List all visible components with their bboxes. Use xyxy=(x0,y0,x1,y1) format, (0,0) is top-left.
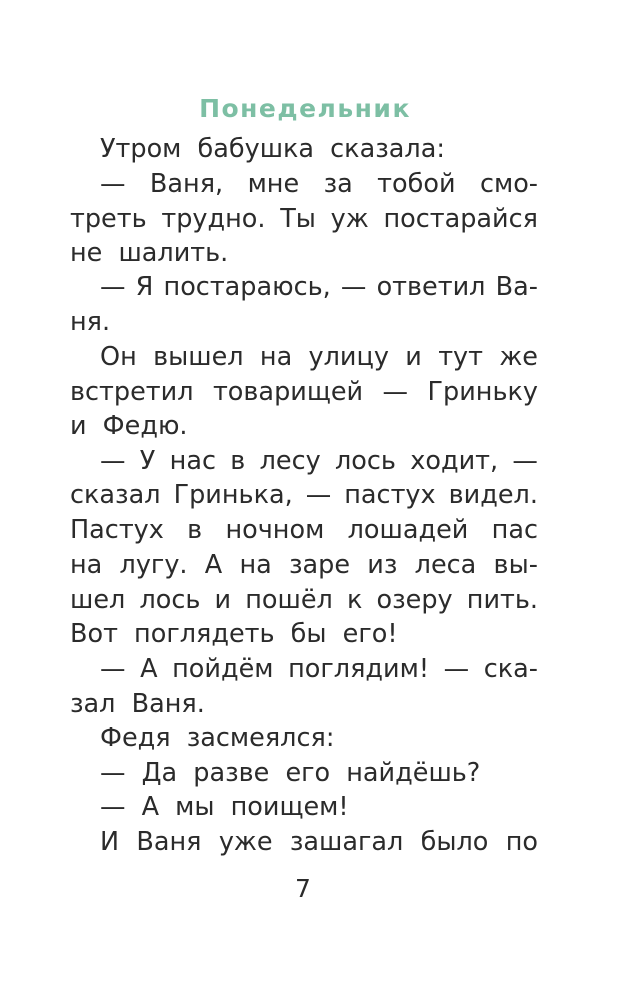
text-line: Он вышел на улицу и тут же xyxy=(100,342,538,372)
text-line: Пастух в ночном лошадей пас xyxy=(70,515,538,545)
text-line: — Я постараюсь, — ответил Ва- xyxy=(100,272,538,302)
text-line: — А пойдём поглядим! — ска- xyxy=(100,654,538,684)
page-number: 7 xyxy=(295,874,311,903)
text-line: Вот поглядеть бы его! xyxy=(70,619,398,649)
text-line: Утром бабушка сказала: xyxy=(100,134,445,164)
text-line: на лугу. А на заре из леса вы- xyxy=(70,550,538,580)
text-line: и Федю. xyxy=(70,411,188,441)
text-line: встретил товарищей — Гриньку xyxy=(70,377,538,407)
text-line: — Да разве его найдёшь? xyxy=(100,758,481,788)
text-line: — А мы поищем! xyxy=(100,792,349,822)
text-line: — Ваня, мне за тобой смо- xyxy=(100,169,538,199)
text-line: треть трудно. Ты уж постарайся xyxy=(70,204,538,234)
text-line: сказал Гринька, — пастух видел. xyxy=(70,480,538,510)
text-line: — У нас в лесу лось ходит, — xyxy=(100,446,538,476)
text-line: не шалить. xyxy=(70,238,229,268)
text-line: ня. xyxy=(70,307,111,337)
text-line: шел лось и пошёл к озеру пить. xyxy=(70,585,538,615)
text-line: зал Ваня. xyxy=(70,689,205,719)
chapter-title: Понедельник xyxy=(199,94,411,123)
text-line: Федя засмеялся: xyxy=(100,723,335,753)
text-line: И Ваня уже зашагал было по xyxy=(100,827,538,857)
